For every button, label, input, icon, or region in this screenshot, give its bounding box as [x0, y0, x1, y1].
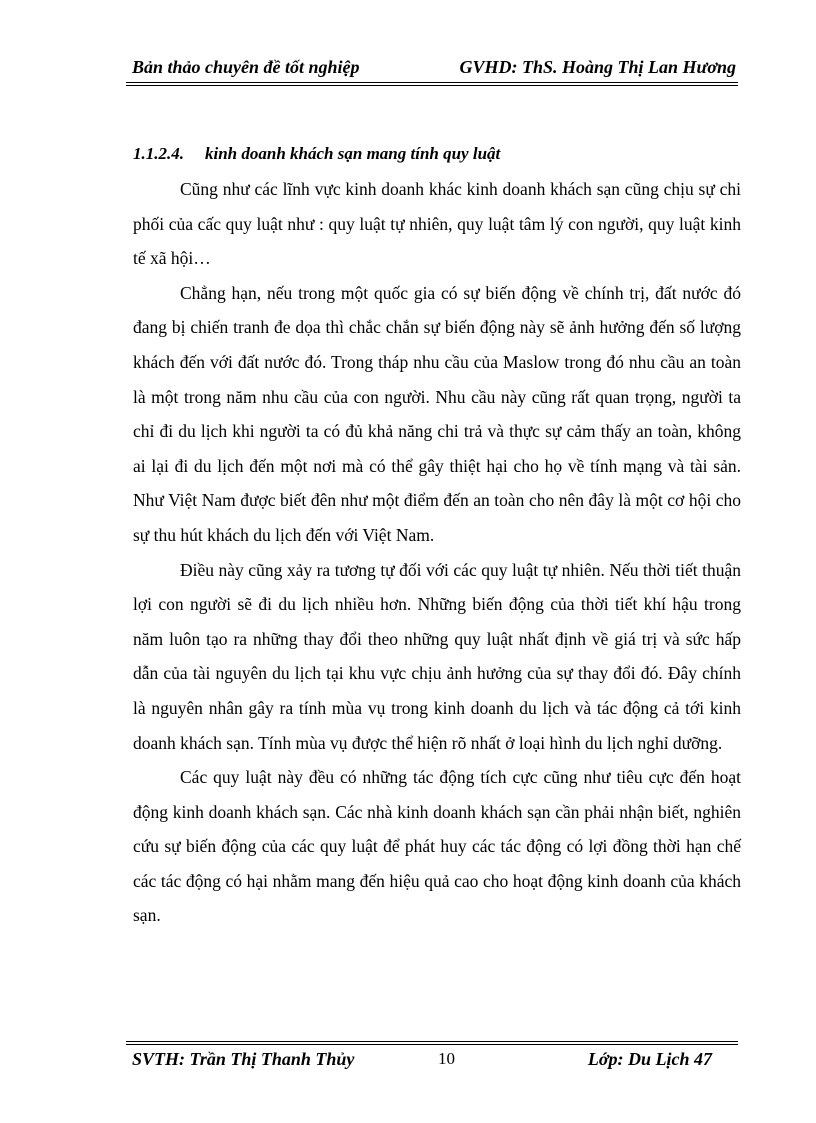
footer-divider — [126, 1044, 738, 1045]
footer-student: SVTH: Trần Thị Thanh Thủy — [132, 1049, 355, 1069]
footer-class: Lớp: Du Lịch 47 — [587, 1049, 712, 1069]
body-text — [133, 172, 741, 933]
paragraph: Cũng như các lĩnh vực kinh doanh khác kinh doanh khách sạn cũng chịu sự chi phối của cấc quy luật như : quy luật tự nhiên, quy luật tâm lý con người, quy luật kinh tế xã hội… — [133, 179, 741, 269]
section-number: 1.1.2.4. — [133, 144, 184, 163]
page-header — [132, 52, 736, 78]
footer-divider-thin — [126, 1041, 738, 1042]
header-divider — [126, 82, 738, 83]
header-divider-thin — [126, 85, 738, 86]
section-heading — [133, 144, 500, 164]
header-supervisor: GVHD: ThS. Hoàng Thị Lan Hương — [459, 57, 736, 77]
page-number: 10 — [438, 1049, 455, 1068]
page-footer — [132, 1049, 712, 1075]
paragraph: Điều này cũng xảy ra tương tự đối với các quy luật tự nhiên. Nếu thời tiết thuận lợi con người sẽ đi du lịch nhiều hơn. Những biến động của thời tiết khí hậu trong năm luôn tạo ra những thay đổi theo những quy luật nhất định về giá trị và sức hấp dẫn của tài nguyên du lịch tại khu vực chịu ảnh hưởng của sự thay đổi đó. Đây chính là nguyên nhân gây ra tính mùa vụ trong kinh doanh du lịch và tác động cả tới kinh doanh khách sạn. Tính mùa vụ được thể hiện rõ nhất ở loại hình du lịch nghỉ dưỡng. — [133, 559, 741, 753]
paragraph: Chẳng hạn, nếu trong một quốc gia có sự biến động về chính trị, đất nước đó đang bị chiến tranh đe dọa thì chắc chắn sự biến động này sẽ ảnh hưởng đến số lượng khách đến với đất nước đó. Trong tháp nhu cầu của Maslow trong đó nhu cầu an toàn là một trong năm nhu cầu của con người. Nhu cầu này cũng rất quan trọng, người ta chỉ đi du lịch khi người ta có đủ khả năng chi trả và thực sự cảm thấy an toàn, không ai lại đi du lịch đến một nơi mà có thể gây thiệt hại cho họ về tính mạng và tài sản. Như Việt Nam được biết đên như một điểm đến an toàn cho nên đây là một cơ hội cho sự thu hút khách du lịch đến với Việt Nam. — [133, 282, 741, 545]
paragraph: Các quy luật này đều có những tác động tích cực cũng như tiêu cực đến hoạt động kinh doanh khách sạn. Các nhà kinh doanh khách sạn cần phải nhận biết, nghiên cứu sự biến động của các quy luật để phát huy các tác động có lợi đồng thời hạn chế các tác động có hại nhằm mang đến hiệu quả cao cho hoạt động kinh doanh của khách sạn. — [133, 767, 741, 926]
section-title: kinh doanh khách sạn mang tính quy luật — [205, 144, 501, 163]
header-thesis-title: Bản thảo chuyên đề tốt nghiệp — [132, 57, 360, 77]
